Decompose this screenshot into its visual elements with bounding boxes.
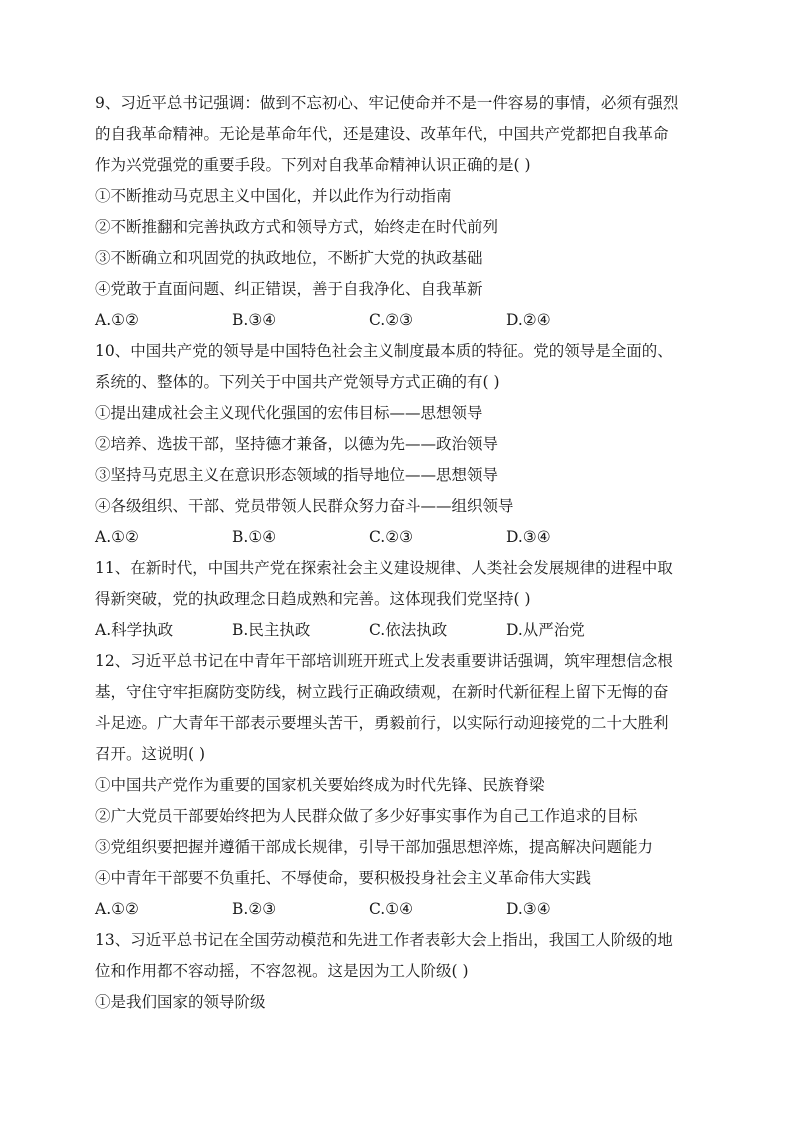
stem-line: 11、在新时代，中国共产党在探索社会主义建设规律、人类社会发展规律的进程中取 bbox=[95, 559, 673, 577]
option-d: D.③④ bbox=[506, 900, 551, 918]
statement-item: ④中青年干部要不负重托、不辱使命，要积极投身社会主义革命伟大实践 bbox=[95, 869, 592, 887]
statement-item: ④党敢于直面问题、纠正错误，善于自我净化、自我革新 bbox=[95, 280, 483, 298]
stem-line: 位和作用都不容动摇，不容忽视。这是因为工人阶级( ) bbox=[95, 962, 469, 980]
stem-line: 得新突破，党的执政理念日趋成熟和完善。这体现我们党坚持( ) bbox=[95, 590, 531, 608]
option-c: C.②③ bbox=[369, 311, 414, 329]
answer-options bbox=[95, 894, 705, 925]
stem-line: 召开。这说明( ) bbox=[95, 745, 206, 763]
statement-item: ①提出建成社会主义现代化强国的宏伟目标——思想领导 bbox=[95, 404, 483, 422]
stem-line: 13、习近平总书记在全国劳动模范和先进工作者表彰大会上指出，我国工人阶级的地 bbox=[95, 931, 673, 949]
stem-line: 9、习近平总书记强调：做到不忘初心、牢记使命并不是一件容易的事情，必须有强烈 bbox=[95, 94, 679, 112]
answer-options bbox=[95, 522, 705, 553]
option-a: A.①② bbox=[95, 900, 139, 918]
stem-line: 12、习近平总书记在中青年干部培训班开班式上发表重要讲话强调，筑牢理想信念根 bbox=[95, 652, 673, 670]
question-10 bbox=[95, 336, 705, 553]
stem-line: 系统的、整体的。下列关于中国共产党领导方式正确的有( ) bbox=[95, 373, 500, 391]
question-stem bbox=[95, 336, 705, 398]
stem-line: 基，守住守牢拒腐防变防线，树立践行正确政绩观，在新时代新征程上留下无悔的奋 bbox=[95, 683, 669, 701]
question-stem bbox=[95, 88, 705, 181]
option-b: B.②③ bbox=[232, 900, 277, 918]
answer-options bbox=[95, 615, 705, 646]
question-stem bbox=[95, 925, 705, 987]
question-13 bbox=[95, 925, 705, 1018]
question-12 bbox=[95, 646, 705, 925]
stem-line: 作为兴党强党的重要手段。下列对自我革命精神认识正确的是( ) bbox=[95, 156, 531, 174]
statement-item: ①是我们国家的领导阶级 bbox=[95, 993, 266, 1011]
option-d: D.从严治党 bbox=[506, 621, 585, 639]
statement-item: ③党组织要把握并遵循干部成长规律，引导干部加强思想淬炼，提高解决问题能力 bbox=[95, 838, 654, 856]
option-c: C.依法执政 bbox=[369, 621, 448, 639]
option-c: C.②③ bbox=[369, 528, 414, 546]
statement-item: ③坚持马克思主义在意识形态领域的指导地位——思想领导 bbox=[95, 466, 499, 484]
question-stem bbox=[95, 553, 705, 615]
option-b: B.③④ bbox=[232, 311, 277, 329]
option-d: D.③④ bbox=[506, 528, 551, 546]
statement-item: ②不断推翻和完善执政方式和领导方式，始终走在时代前列 bbox=[95, 218, 499, 236]
option-b: B.民主执政 bbox=[232, 621, 311, 639]
statement-item: ③不断确立和巩固党的执政地位，不断扩大党的执政基础 bbox=[95, 249, 483, 267]
statement-item: ①中国共产党作为重要的国家机关要始终成为时代先锋、民族脊梁 bbox=[95, 776, 545, 794]
option-a: A.①② bbox=[95, 528, 139, 546]
option-a: A.①② bbox=[95, 311, 139, 329]
statement-item: ①不断推动马克思主义中国化，并以此作为行动指南 bbox=[95, 187, 452, 205]
stem-line: 的自我革命精神。无论是革命年代，还是建设、改革年代，中国共产党都把自我革命 bbox=[95, 125, 669, 143]
exam-page bbox=[95, 88, 705, 1018]
question-11 bbox=[95, 553, 705, 646]
question-stem bbox=[95, 646, 705, 770]
stem-line: 10、中国共产党的领导是中国特色社会主义制度最本质的特征。党的领导是全面的、 bbox=[95, 342, 673, 360]
option-b: B.①④ bbox=[232, 528, 277, 546]
option-c: C.①④ bbox=[369, 900, 414, 918]
answer-options bbox=[95, 305, 705, 336]
statement-item: ②广大党员干部要始终把为人民群众做了多少好事实事作为自己工作追求的目标 bbox=[95, 807, 638, 825]
question-9 bbox=[95, 88, 705, 336]
statement-item: ④各级组织、干部、党员带领人民群众努力奋斗——组织领导 bbox=[95, 497, 514, 515]
statement-item: ②培养、选拔干部，坚持德才兼备，以德为先——政治领导 bbox=[95, 435, 499, 453]
option-a: A.科学执政 bbox=[95, 621, 174, 639]
stem-line: 斗足迹。广大青年干部表示要埋头苦干，勇毅前行，以实际行动迎接党的二十大胜利 bbox=[95, 714, 669, 732]
option-d: D.②④ bbox=[506, 311, 551, 329]
